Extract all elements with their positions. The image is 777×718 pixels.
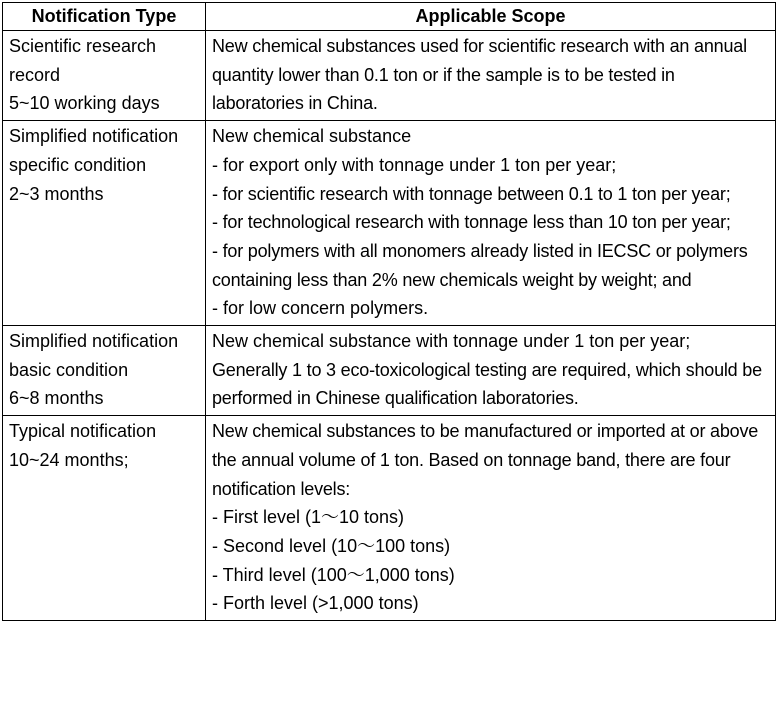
type-name: Simplified notification specific condition: [9, 126, 179, 175]
notification-type-cell: [3, 121, 206, 326]
applicable-scope-cell: [206, 121, 776, 326]
applicable-scope-cell: [206, 31, 776, 121]
type-name: Scientific research record: [9, 36, 157, 85]
scope-line: New chemical substances to be manufactured or imported at or above the annual volume of 1 ton. Based on tonnage band, there are four notification levels:: [212, 421, 759, 499]
header-row: [3, 3, 776, 31]
scope-line: - for polymers with all monomers already listed in IECSC or polymers containing less than 2% new chemicals weight by weight; and: [212, 240, 748, 290]
notification-type-cell: [3, 416, 206, 621]
scope-line: - First level (1～10 tons): [212, 507, 405, 528]
table-row: [3, 121, 776, 326]
type-duration: 10~24 months;: [9, 449, 129, 470]
type-name: Simplified notification basic condition: [9, 331, 179, 380]
scope-line: - for export only with tonnage under 1 ton per year;: [212, 154, 617, 175]
scope-line: Generally 1 to 3 eco-toxicological testing are required, which should be performed in Chinese qualification laboratories.: [212, 359, 762, 409]
scope-line: - Forth level (>1,000 tons): [212, 593, 419, 614]
type-duration: 6~8 months: [9, 388, 104, 409]
type-duration: 5~10 working days: [9, 93, 160, 114]
scope-line: - for technological research with tonnage less than 10 ton per year;: [212, 212, 731, 233]
notification-table: [2, 2, 776, 621]
header-applicable-scope: Applicable Scope: [206, 3, 776, 31]
scope-line: - Second level (10～100 tons): [212, 535, 451, 556]
applicable-scope-cell: [206, 416, 776, 621]
scope-line: - for scientific research with tonnage between 0.1 to 1 ton per year;: [212, 183, 731, 204]
applicable-scope-cell: [206, 326, 776, 416]
scope-line: New chemical substances used for scientific research with an annual quantity lower than 0.1 ton or if the sample is to be tested in laboratories in China.: [212, 36, 747, 114]
table-row: [3, 416, 776, 621]
scope-line: New chemical substance with tonnage under 1 ton per year;: [212, 331, 691, 352]
type-duration: 2~3 months: [9, 183, 104, 204]
table-row: [3, 326, 776, 416]
scope-line: New chemical substance: [212, 126, 412, 147]
scope-line: - Third level (100～1,000 tons): [212, 564, 455, 585]
header-notification-type: Notification Type: [3, 3, 206, 31]
notification-type-cell: [3, 31, 206, 121]
scope-line: - for low concern polymers.: [212, 298, 429, 319]
type-name: Typical notification: [9, 421, 157, 442]
notification-type-cell: [3, 326, 206, 416]
table-row: [3, 31, 776, 121]
